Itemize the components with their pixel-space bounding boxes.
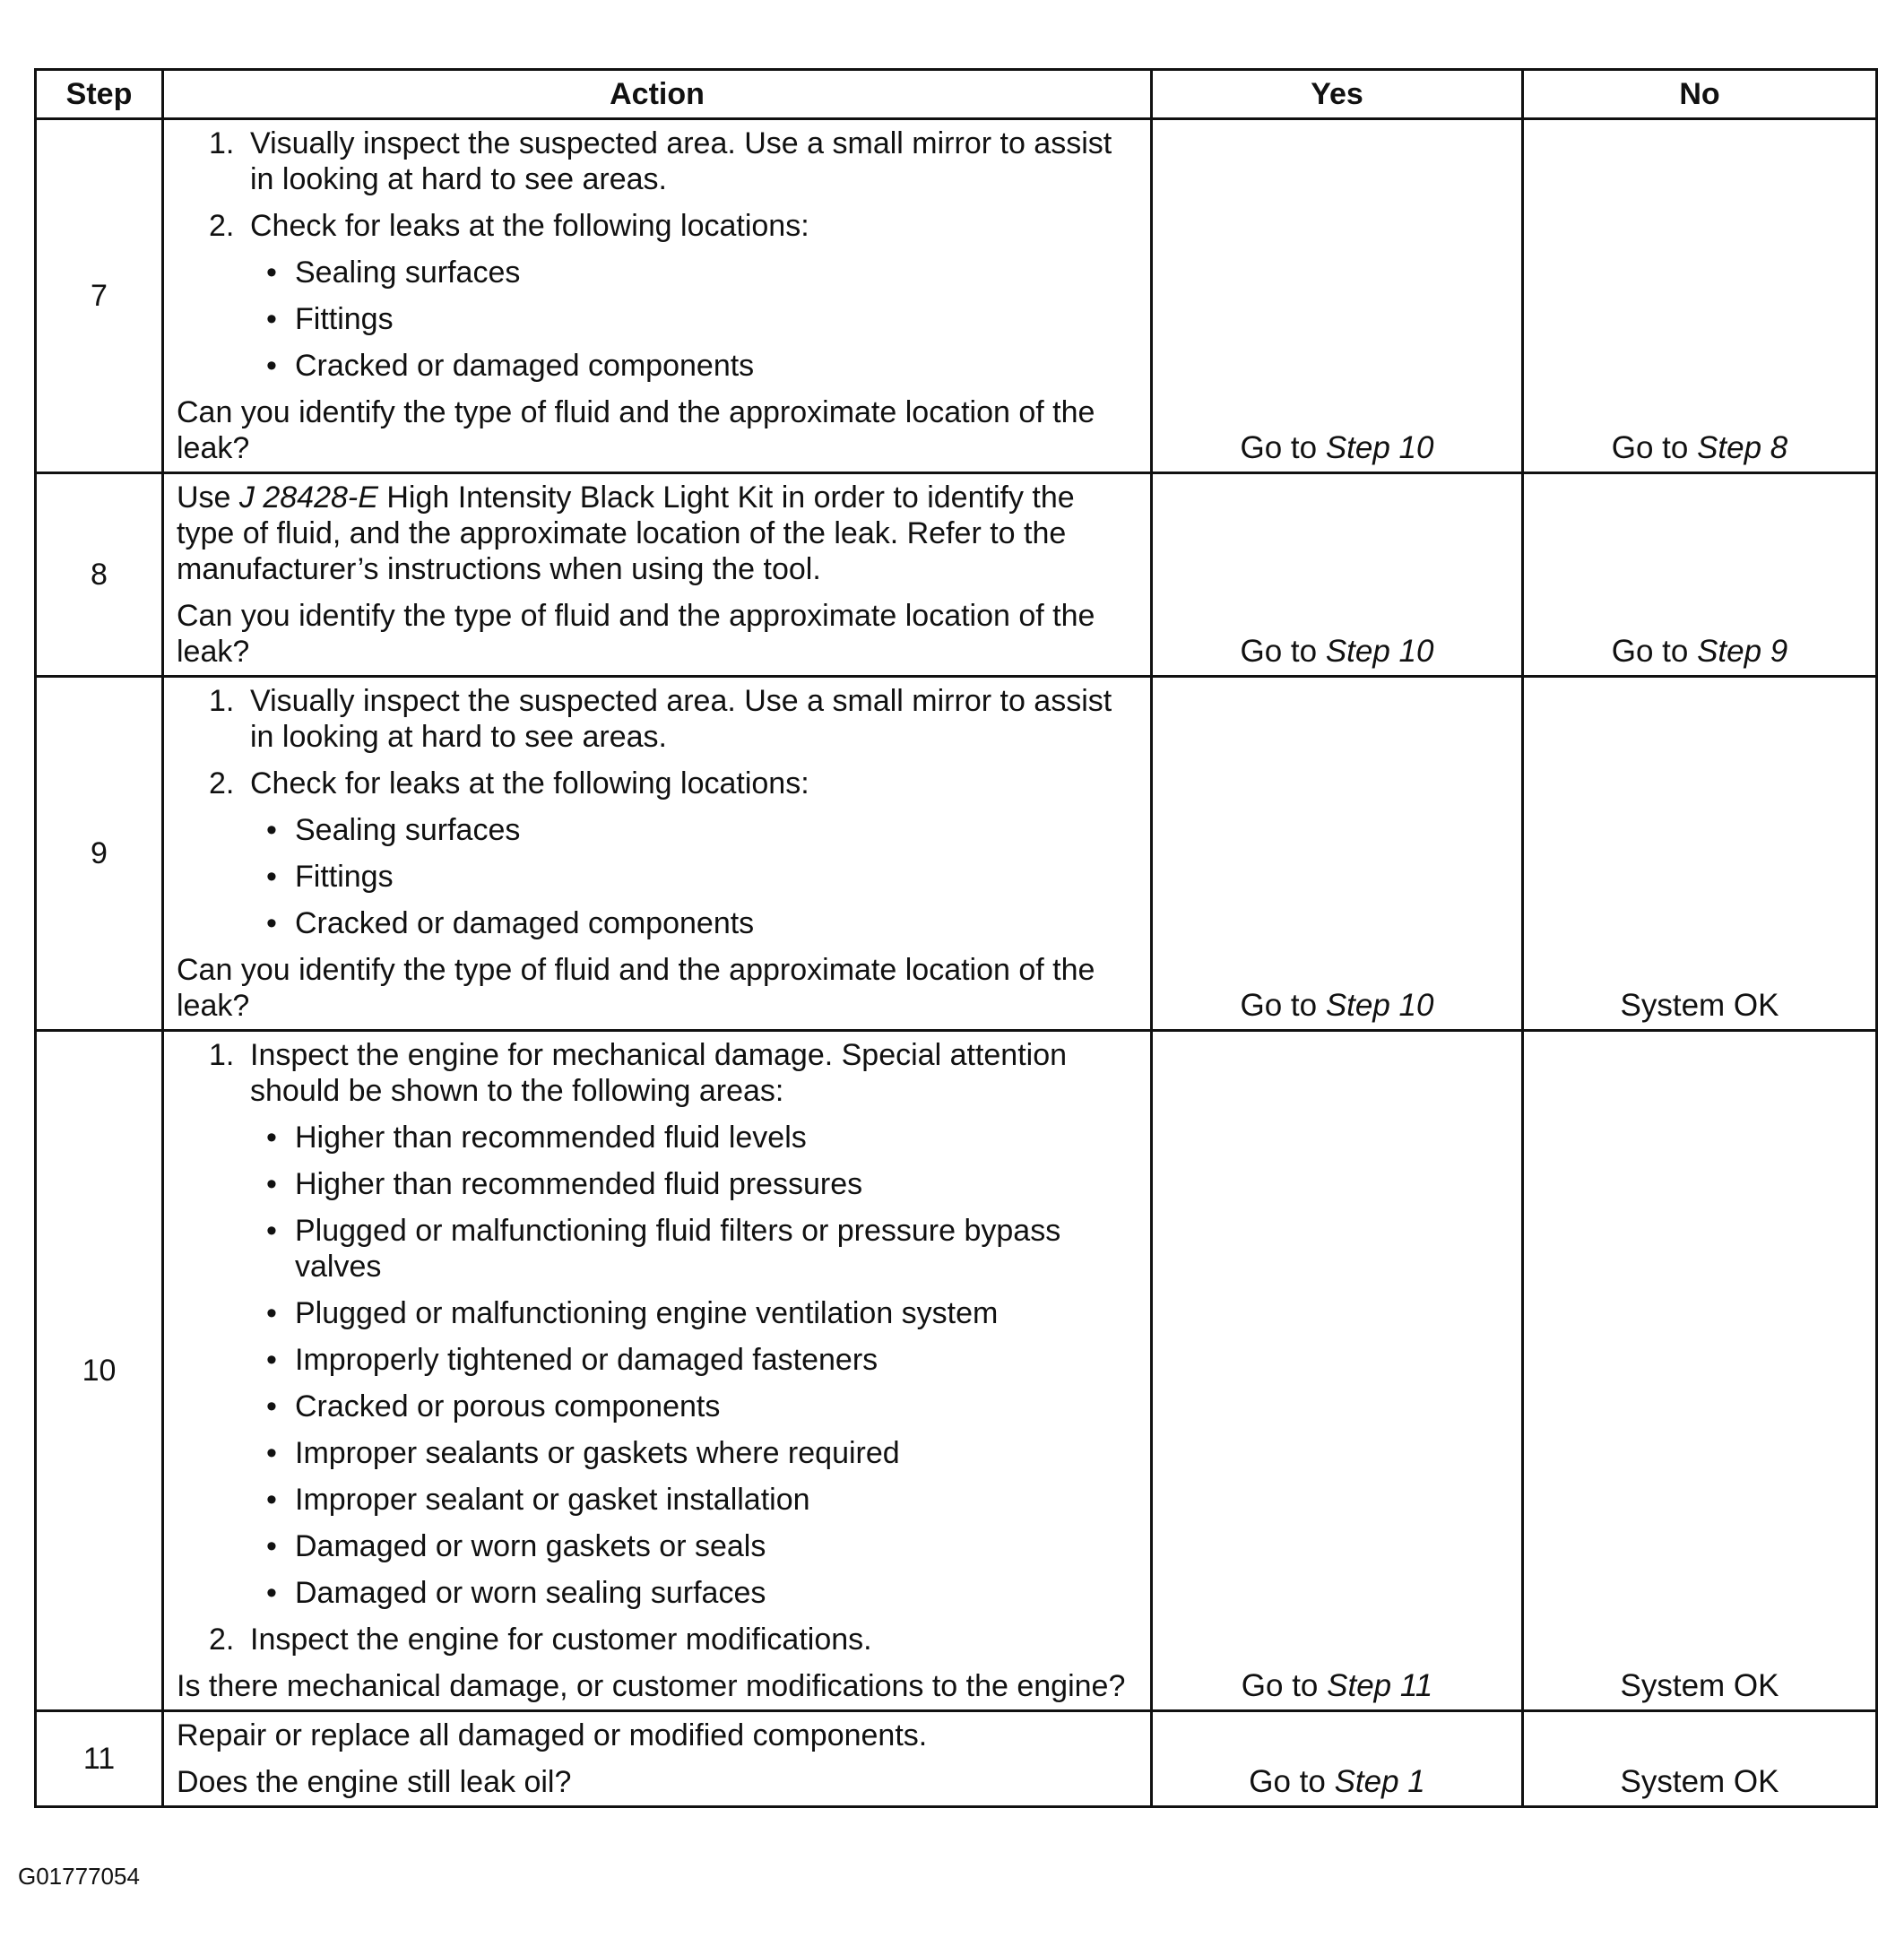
numbered-item: 2. Check for leaks at the following locations: xyxy=(209,766,809,800)
question: Is there mechanical damage, or customer modifications to the engine? xyxy=(177,1669,1126,1703)
bullet-item: • Cracked or porous components xyxy=(266,1389,721,1423)
bullet-item: • Cracked or damaged components xyxy=(266,349,755,383)
action-cell xyxy=(163,1711,1152,1807)
numbered-item: 1. Visually inspect the suspected area. Use a small mirror to assist in looking at hard to see areas. xyxy=(209,126,1112,196)
no-result: Go to Step 9 xyxy=(1523,473,1877,677)
bullet-item: • Sealing surfaces xyxy=(266,813,521,847)
header-row xyxy=(36,70,1877,119)
table-row xyxy=(36,677,1877,1031)
yes-result: Go to Step 1 xyxy=(1152,1711,1523,1807)
bullet-item: • Improper sealants or gaskets where required xyxy=(266,1436,900,1470)
instruction-text: Use J 28428-E High Intensity Black Light Kit in order to identify the type of fluid, and the approximate location of the leak. Refer to the manufacturer’s instructions when using the tool. xyxy=(177,480,1075,586)
bullet-item: • Damaged or worn gaskets or seals xyxy=(266,1529,766,1563)
no-result: System OK xyxy=(1523,677,1877,1031)
table-row xyxy=(36,473,1877,677)
header-yes: Yes xyxy=(1152,70,1523,119)
yes-result: Go to Step 10 xyxy=(1152,473,1523,677)
bullet-item: • Sealing surfaces xyxy=(266,255,521,290)
no-result: System OK xyxy=(1523,1031,1877,1711)
tool-number: J 28428-E xyxy=(238,480,378,515)
step-number: 10 xyxy=(36,1031,163,1711)
header-action: Action xyxy=(163,70,1152,119)
bullet-item: • Cracked or damaged components xyxy=(266,906,755,940)
step-number: 8 xyxy=(36,473,163,677)
numbered-item: 2. Check for leaks at the following locations: xyxy=(209,209,809,243)
question: Can you identify the type of fluid and the approximate location of the leak? xyxy=(177,599,1095,669)
table-row xyxy=(36,119,1877,473)
bullet-item: • Damaged or worn sealing surfaces xyxy=(266,1576,766,1610)
step-number: 11 xyxy=(36,1711,163,1807)
instruction-text: Repair or replace all damaged or modified components. xyxy=(177,1718,928,1752)
figure-code: G01777054 xyxy=(18,1863,140,1890)
yes-result: Go to Step 11 xyxy=(1152,1031,1523,1711)
action-cell xyxy=(163,473,1152,677)
bullet-item: • Plugged or malfunctioning fluid filters or pressure bypass valves xyxy=(266,1214,1061,1284)
action-cell xyxy=(163,677,1152,1031)
bullet-item: • Higher than recommended fluid pressures xyxy=(266,1167,863,1201)
step-number: 7 xyxy=(36,119,163,473)
yes-result: Go to Step 10 xyxy=(1152,677,1523,1031)
header-step: Step xyxy=(36,70,163,119)
numbered-item: 1. Visually inspect the suspected area. Use a small mirror to assist in looking at hard to see areas. xyxy=(209,684,1112,754)
table-row xyxy=(36,1711,1877,1807)
table-row xyxy=(36,1031,1877,1711)
bullet-item: • Improper sealant or gasket installation xyxy=(266,1483,810,1517)
no-result: System OK xyxy=(1523,1711,1877,1807)
bullet-item: • Plugged or malfunctioning engine ventilation system xyxy=(266,1296,999,1330)
header-no: No xyxy=(1523,70,1877,119)
numbered-item: 1. Inspect the engine for mechanical damage. Special attention should be shown to the following areas: xyxy=(209,1038,1068,1108)
numbered-item: 2. Inspect the engine for customer modifications. xyxy=(209,1622,872,1657)
diagnostic-table xyxy=(34,68,1878,1808)
question: Does the engine still leak oil? xyxy=(177,1765,572,1799)
question: Can you identify the type of fluid and the approximate location of the leak? xyxy=(177,395,1095,465)
bullet-item: • Fittings xyxy=(266,302,394,336)
bullet-item: • Fittings xyxy=(266,860,394,894)
action-cell xyxy=(163,1031,1152,1711)
question: Can you identify the type of fluid and the approximate location of the leak? xyxy=(177,953,1095,1023)
no-result: Go to Step 8 xyxy=(1523,119,1877,473)
action-cell xyxy=(163,119,1152,473)
yes-result: Go to Step 10 xyxy=(1152,119,1523,473)
bullet-item: • Improperly tightened or damaged fasteners xyxy=(266,1343,878,1377)
step-number: 9 xyxy=(36,677,163,1031)
bullet-item: • Higher than recommended fluid levels xyxy=(266,1121,807,1155)
